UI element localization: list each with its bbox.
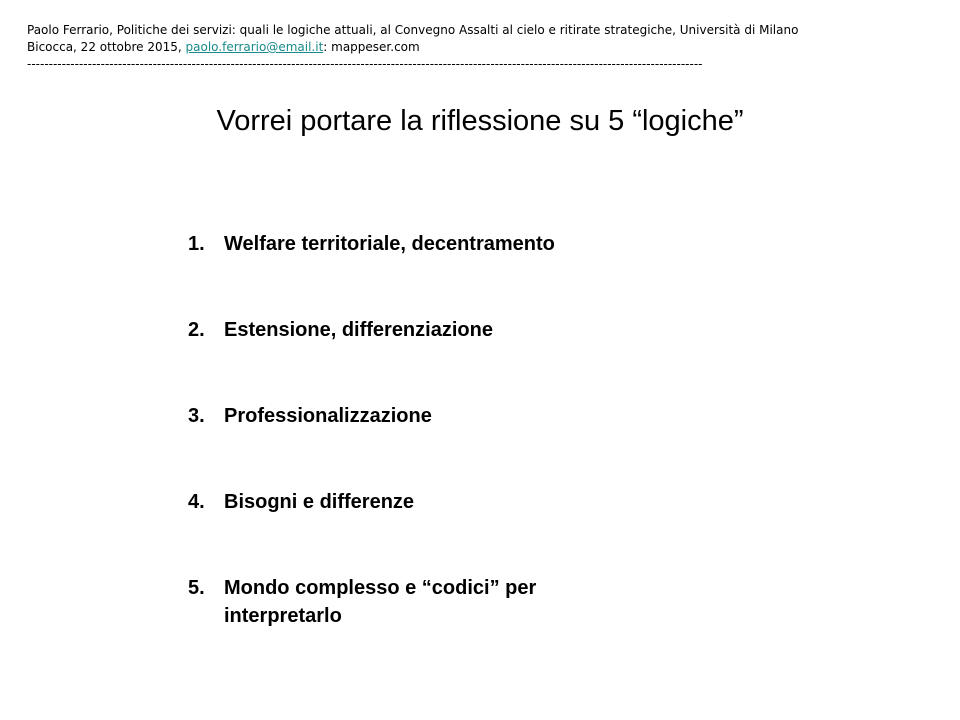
- list-item: [188, 574, 644, 630]
- list-item-text: Bisogni e differenze: [224, 491, 415, 513]
- list-item-number: 3.: [188, 405, 205, 427]
- header-site-text: : mappeser.com: [323, 40, 420, 54]
- list-item: [188, 230, 644, 258]
- logic-list: [188, 230, 644, 630]
- list-item: [188, 402, 644, 430]
- header-citation-line-1: Paolo Ferrario, Politiche dei servizi: quali le logiche attuali, al Convegno Assalti al cielo e ritirate strategiche, Università di Milano: [27, 23, 799, 37]
- list-item-text: Mondo complesso e “codici” per interpretarlo: [224, 577, 537, 627]
- list-item: [188, 316, 644, 344]
- list-item-number: 1.: [188, 233, 205, 255]
- list-item: [188, 488, 644, 516]
- header-date-text: Bicocca, 22 ottobre 2015,: [27, 40, 186, 54]
- header-divider: ------------------------------------------------------------------------------------------------------------------------------------------------------------: [27, 57, 703, 71]
- slide-title: Vorrei portare la riflessione su 5 “logiche”: [216, 105, 744, 137]
- author-email-link[interactable]: paolo.ferrario@email.it: [185, 40, 324, 54]
- list-item-number: 2.: [188, 319, 205, 341]
- slide-header: [27, 22, 927, 73]
- list-item-number: 5.: [188, 577, 205, 599]
- list-item-text: Welfare territoriale, decentramento: [224, 233, 555, 255]
- header-citation-line-2: [27, 39, 927, 56]
- list-item-number: 4.: [188, 491, 205, 513]
- list-item-text: Professionalizzazione: [224, 405, 432, 427]
- list-item-text: Estensione, differenziazione: [224, 319, 493, 341]
